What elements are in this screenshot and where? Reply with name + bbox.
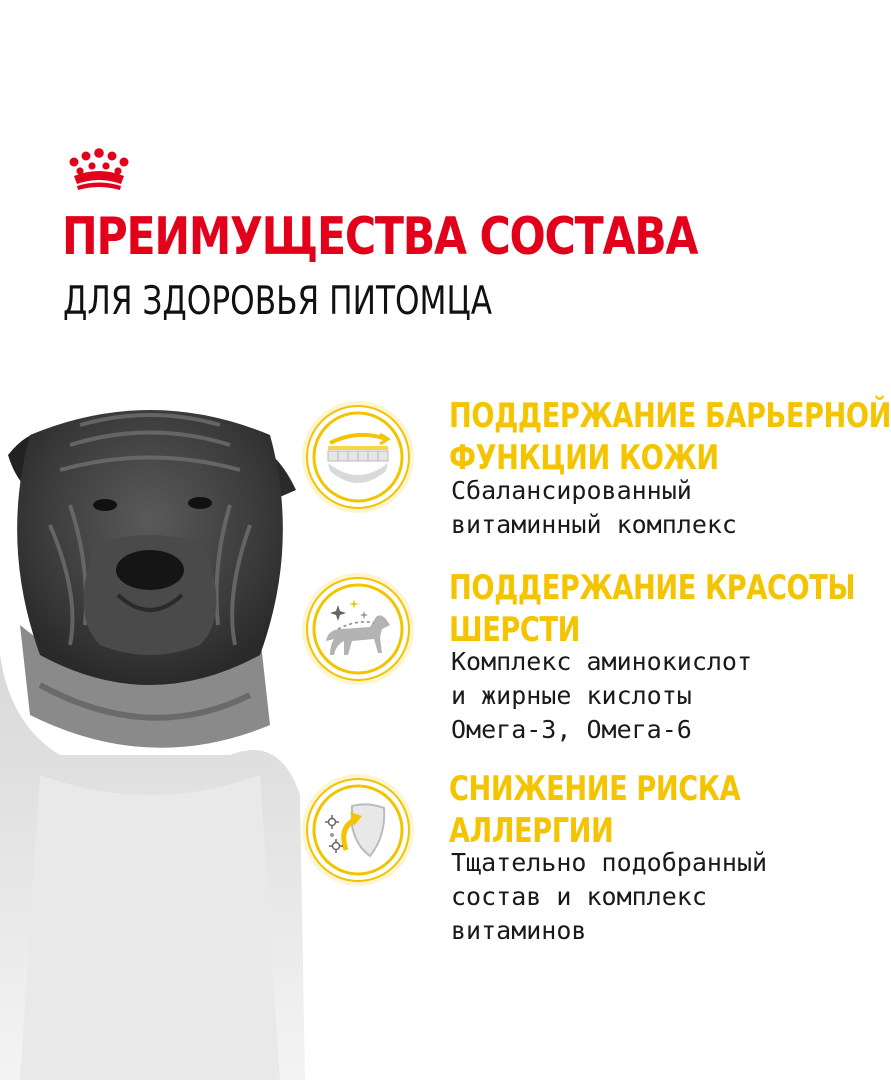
feature-desc-3: Тщательно подобранный состав и комплекс витаминов (451, 848, 768, 945)
feature-icon-circle-1 (306, 405, 410, 509)
shar-pei-dog-image (0, 395, 305, 1080)
shiny-coat-dog-icon (308, 579, 408, 679)
page-subtitle: ДЛЯ ЗДОРОВЬЯ ПИТОМЦА (63, 279, 493, 324)
feature-icon-circle-3 (306, 778, 410, 882)
skin-barrier-icon (308, 407, 408, 507)
feature-title-1: ПОДДЕРЖАНИЕ БАРЬЕРНОЙ ФУНКЦИИ КОЖИ (449, 396, 891, 478)
feature-desc-2: Комплекс аминокислот и жирные кислоты Омега-3, Омега-6 (451, 647, 753, 744)
feature-title-3: СНИЖЕНИЕ РИСКА АЛЛЕРГИИ (449, 769, 741, 851)
feature-desc-1: Сбалансированный витаминный комплекс (451, 476, 737, 539)
allergy-shield-icon (308, 780, 408, 880)
feature-icon-circle-2 (306, 577, 410, 681)
page-title: ПРЕИМУЩЕСТВА СОСТАВА (62, 207, 698, 267)
feature-title-2: ПОДДЕРЖАНИЕ КРАСОТЫ ШЕРСТИ (449, 568, 856, 650)
crown-icon (66, 148, 132, 192)
